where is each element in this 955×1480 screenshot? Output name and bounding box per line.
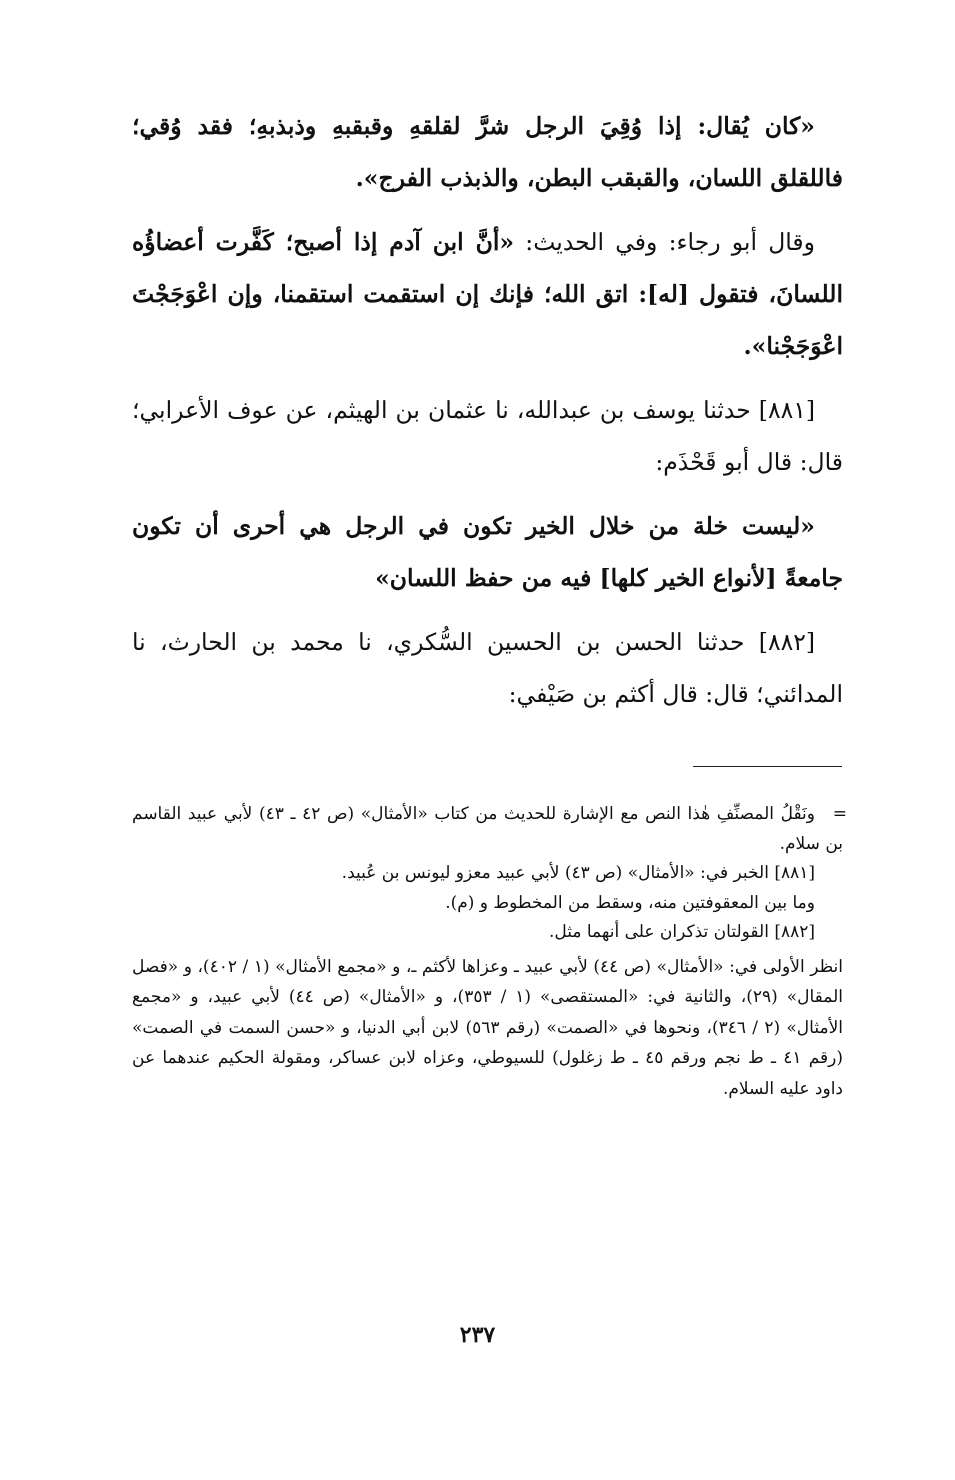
footnotes [132,800,847,1104]
continuation-mark: = [832,804,847,824]
abu-raja-intro: وقال أبو رجاء: وفي الحديث: [514,228,816,256]
hadith-quote: «أنَّ ابن آدم إذا أصبح؛ كَفَّرت أعضاؤُه اللسانَ، فتقول [له]: اتق الله؛ فإنك إن استقمت استقمنا، وإن اعْوَجَجْتَ اعْوَجَجْنا». [132,228,843,360]
paragraph-isnad-882: [٨٨٢] حدثنا الحسن بن الحسين السُّكري، نا محمد بن الحارث، نا المدائني؛ قال: قال أكثم بن صَيْفي: [132,628,843,708]
footnote-continuation [132,800,847,859]
footnote-881-note: وما بين المعقوفتين منه، وسقط من المخطوط و (م). [445,892,815,913]
paragraph-quote-1: «كان يُقال: إذا وُقِيَ الرجل شرَّ لقلقهِ وقبقبهِ وذبذبهِ؛ فقد وُقي؛ فاللقلق اللسان، والقبقب البطن، والذبذب الفرج». [132,112,843,192]
main-text [132,100,843,732]
footnote-882-sources: انظر الأولى في: «الأمثال» (ص ٤٤) لأبي عبيد ـ وعزاها لأكثم ـ، و «مجمع الأمثال» (١ / ٤٠٢)، و «فصل المقال» (٢٩)، والثانية في: «المستقصى» (١ / ٣٥٣)، و «الأمثال» (ص ٤٤) لأبي عبيد، و «مجمع الأمثال» (٢ / ٣٤٦)، ونحوها في «الصمت» (رقم ٥٦٣) لابن أبي الدنيا، و «حسن السمت في الصمت» (رقم ٤١ ـ ط نجم ورقم ٤٥ ـ ط زغلول) للسيوطي، وعزاه لابن عساكر، ومقولة الحكيم عندهما عن داود عليه السلام. [132,956,844,1099]
paragraph-abu-raja [132,216,843,372]
footnote-882: [٨٨٢] القولتان تذكران على أنهما مثل. [548,922,815,942]
page-number: ٢٣٧ [459,1322,496,1348]
paragraph-isnad-881: [٨٨١] حدثنا يوسف بن عبدالله، نا عثمان بن الهيثم، عن عوف الأعرابي؛ قال: قال أبو قَحْذَم: [132,396,843,476]
footnote-continuation-text: ونَقْلُ المصنِّفِ هٰذا النص مع الإشارة للحديث من كتاب «الأمثال» (ص ٤٢ ـ ٤٣) لأبي عبيد القاسم بن سلام. [132,804,843,854]
paragraph-quote-2: «ليست خلة من خلال الخير تكون في الرجل هي أحرى أن تكون جامعةً [لأنواع الخير كلها] فيه من حفظ اللسان» [132,512,843,592]
footnote-separator [693,766,842,767]
footnote-881: [٨٨١] الخبر في: «الأمثال» (ص ٤٣) لأبي عبيد معزو ليونس بن عُبيد. [341,863,815,883]
